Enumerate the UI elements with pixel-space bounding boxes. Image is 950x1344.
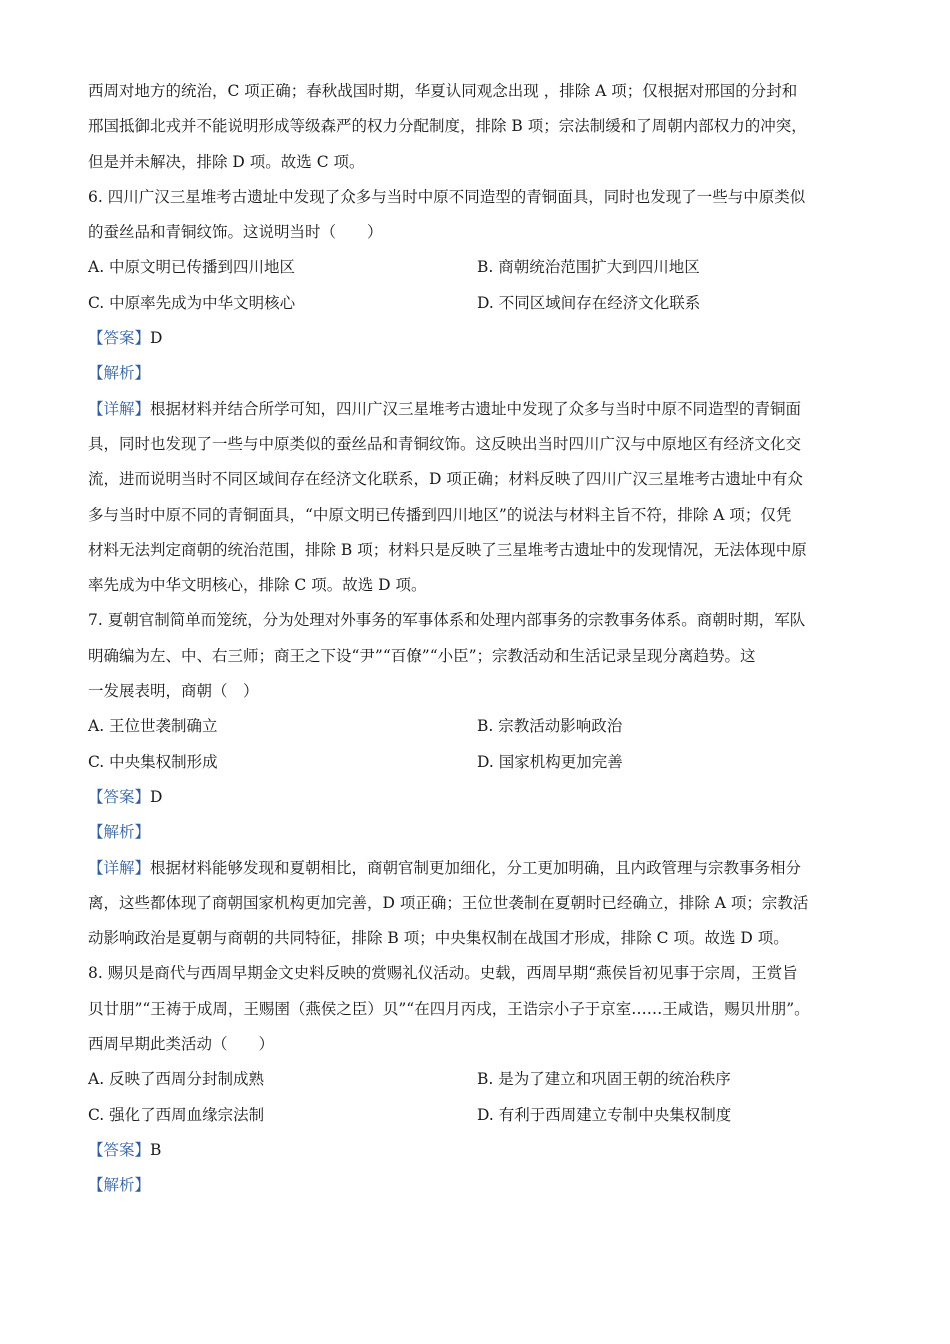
- detail-text: 根据材料并结合所学可知，四川广汉三星堆考古遗址中发现了众多与当时中原不同造型的青铜面: [150, 399, 802, 418]
- analysis-line: [88, 815, 864, 850]
- analysis-tag: 【解析】: [88, 1176, 151, 1195]
- detail-line: 流，进而说明当时不同区域间存在经济文化联系，D 项正确；材料反映了四川广汉三星堆考古遗址中有众: [88, 470, 803, 489]
- option-b: B. 商朝统治范围扩大到四川地区: [477, 258, 700, 277]
- answer-tag: 【答案】: [88, 787, 151, 806]
- answer-line: [88, 780, 864, 815]
- option-b: B. 宗教活动影响政治: [477, 717, 623, 736]
- paragraph-line: 但是并未解决，排除 D 项。故选 C 项。: [88, 152, 365, 171]
- detail-line: 多与当时中原不同的青铜面具，“中原文明已传播到四川地区”的说法与材料主旨不符，排除 A 项；仅凭: [88, 505, 792, 524]
- detail-text: 根据材料能够发现和夏朝相比，商朝官制更加细化，分工更加明确，且内政管理与宗教事务相分: [150, 858, 802, 877]
- answer-tag: 【答案】: [88, 1140, 151, 1159]
- answer-line: [88, 321, 864, 356]
- option-c: C. 中原率先成为中华文明核心: [88, 293, 296, 312]
- option-row: [88, 709, 864, 744]
- question-stem-line: 西周早期此类活动（ ）: [88, 1035, 275, 1054]
- detail-line: 动影响政治是夏朝与商朝的共同特征，排除 B 项；中央集权制在战国才形成，排除 C 项。故选 D 项。: [88, 929, 789, 948]
- question-8: [88, 956, 864, 1203]
- detail-tag: 【详解】: [88, 399, 151, 418]
- question-stem-line: 明确编为左、中、右三师；商王之下设“尹”“百僚”“小臣”；宗教活动和生活记录呈现分离趋势。这: [88, 646, 756, 665]
- option-c: C. 强化了西周血缘宗法制: [88, 1105, 265, 1124]
- document-page: [88, 74, 864, 1204]
- analysis-tag: 【解析】: [88, 364, 151, 383]
- answer-value: B: [150, 1140, 162, 1159]
- question-stem-line: 7. 夏朝官制简单而笼统，分为处理对外事务的军事体系和处理内部事务的宗教事务体系。商朝时期，军队: [88, 611, 806, 630]
- paragraph-line: 西周对地方的统治，C 项正确；春秋战国时期，华夏认同观念出现 ，排除 A 项；仅根据对邢国的分封和: [88, 82, 798, 100]
- option-a: A. 王位世袭制确立: [88, 717, 218, 736]
- option-d: D. 不同区域间存在经济文化联系: [477, 293, 701, 312]
- option-a: A. 中原文明已传播到四川地区: [88, 258, 296, 277]
- intro-block: [88, 74, 864, 180]
- paragraph-line: 邢国抵御北戎并不能说明形成等级森严的权力分配制度，排除 B 项；宗法制缓和了周朝内部权力的冲突，: [88, 117, 807, 136]
- answer-tag: 【答案】: [88, 329, 151, 348]
- answer-value: D: [150, 329, 163, 348]
- question-stem-line: 一发展表明，商朝（ ）: [88, 682, 259, 701]
- detail-line: 率先成为中华文明核心，排除 C 项。故选 D 项。: [88, 576, 427, 595]
- analysis-tag: 【解析】: [88, 823, 151, 842]
- detail-line: 具，同时也发现了一些与中原类似的蚕丝品和青铜纹饰。这反映出当时四川广汉与中原地区有经济文化交: [88, 434, 802, 453]
- option-b: B. 是为了建立和巩固王朝的统治秩序: [477, 1070, 731, 1089]
- option-row: [88, 286, 864, 321]
- option-row: [88, 1098, 864, 1133]
- option-d: D. 国家机构更加完善: [477, 752, 623, 771]
- question-stem-line: 6. 四川广汉三星堆考古遗址中发现了众多与当时中原不同造型的青铜面具，同时也发现了一些与中原类似: [88, 187, 806, 206]
- option-a: A. 反映了西周分封制成熟: [88, 1070, 265, 1089]
- answer-value: D: [150, 787, 163, 806]
- answer-line: [88, 1133, 864, 1168]
- question-stem-line: 贝廿朋”“王祷于成周，王赐圉（燕侯之臣）贝”“在四月丙戌，王诰宗小子于京室……王咸诰，赐贝卅朋”。: [88, 999, 810, 1018]
- detail-line: [88, 851, 864, 886]
- option-row: [88, 250, 864, 285]
- detail-line: 材料无法判定商朝的统治范围，排除 B 项；材料只是反映了三星堆考古遗址中的发现情况，无法体现中原: [88, 540, 807, 559]
- question-6: [88, 180, 864, 604]
- detail-line: [88, 392, 864, 427]
- option-d: D. 有利于西周建立专制中央集权制度: [477, 1105, 732, 1124]
- option-c: C. 中央集权制形成: [88, 752, 218, 771]
- question-7: [88, 603, 864, 956]
- analysis-line: [88, 356, 864, 391]
- detail-line: 离，这些都体现了商朝国家机构更加完善，D 项正确；王位世袭制在夏朝时已经确立，排除 A 项；宗教活: [88, 893, 809, 912]
- question-stem-line: 的蚕丝品和青铜纹饰。这说明当时（ ）: [88, 223, 383, 242]
- option-row: [88, 745, 864, 780]
- detail-tag: 【详解】: [88, 858, 151, 877]
- analysis-line: [88, 1168, 864, 1203]
- question-stem-line: 8. 赐贝是商代与西周早期金文史料反映的赏赐礼仪活动。史载，西周早期“燕侯旨初见事于宗周，王赏旨: [88, 964, 798, 983]
- option-row: [88, 1062, 864, 1097]
